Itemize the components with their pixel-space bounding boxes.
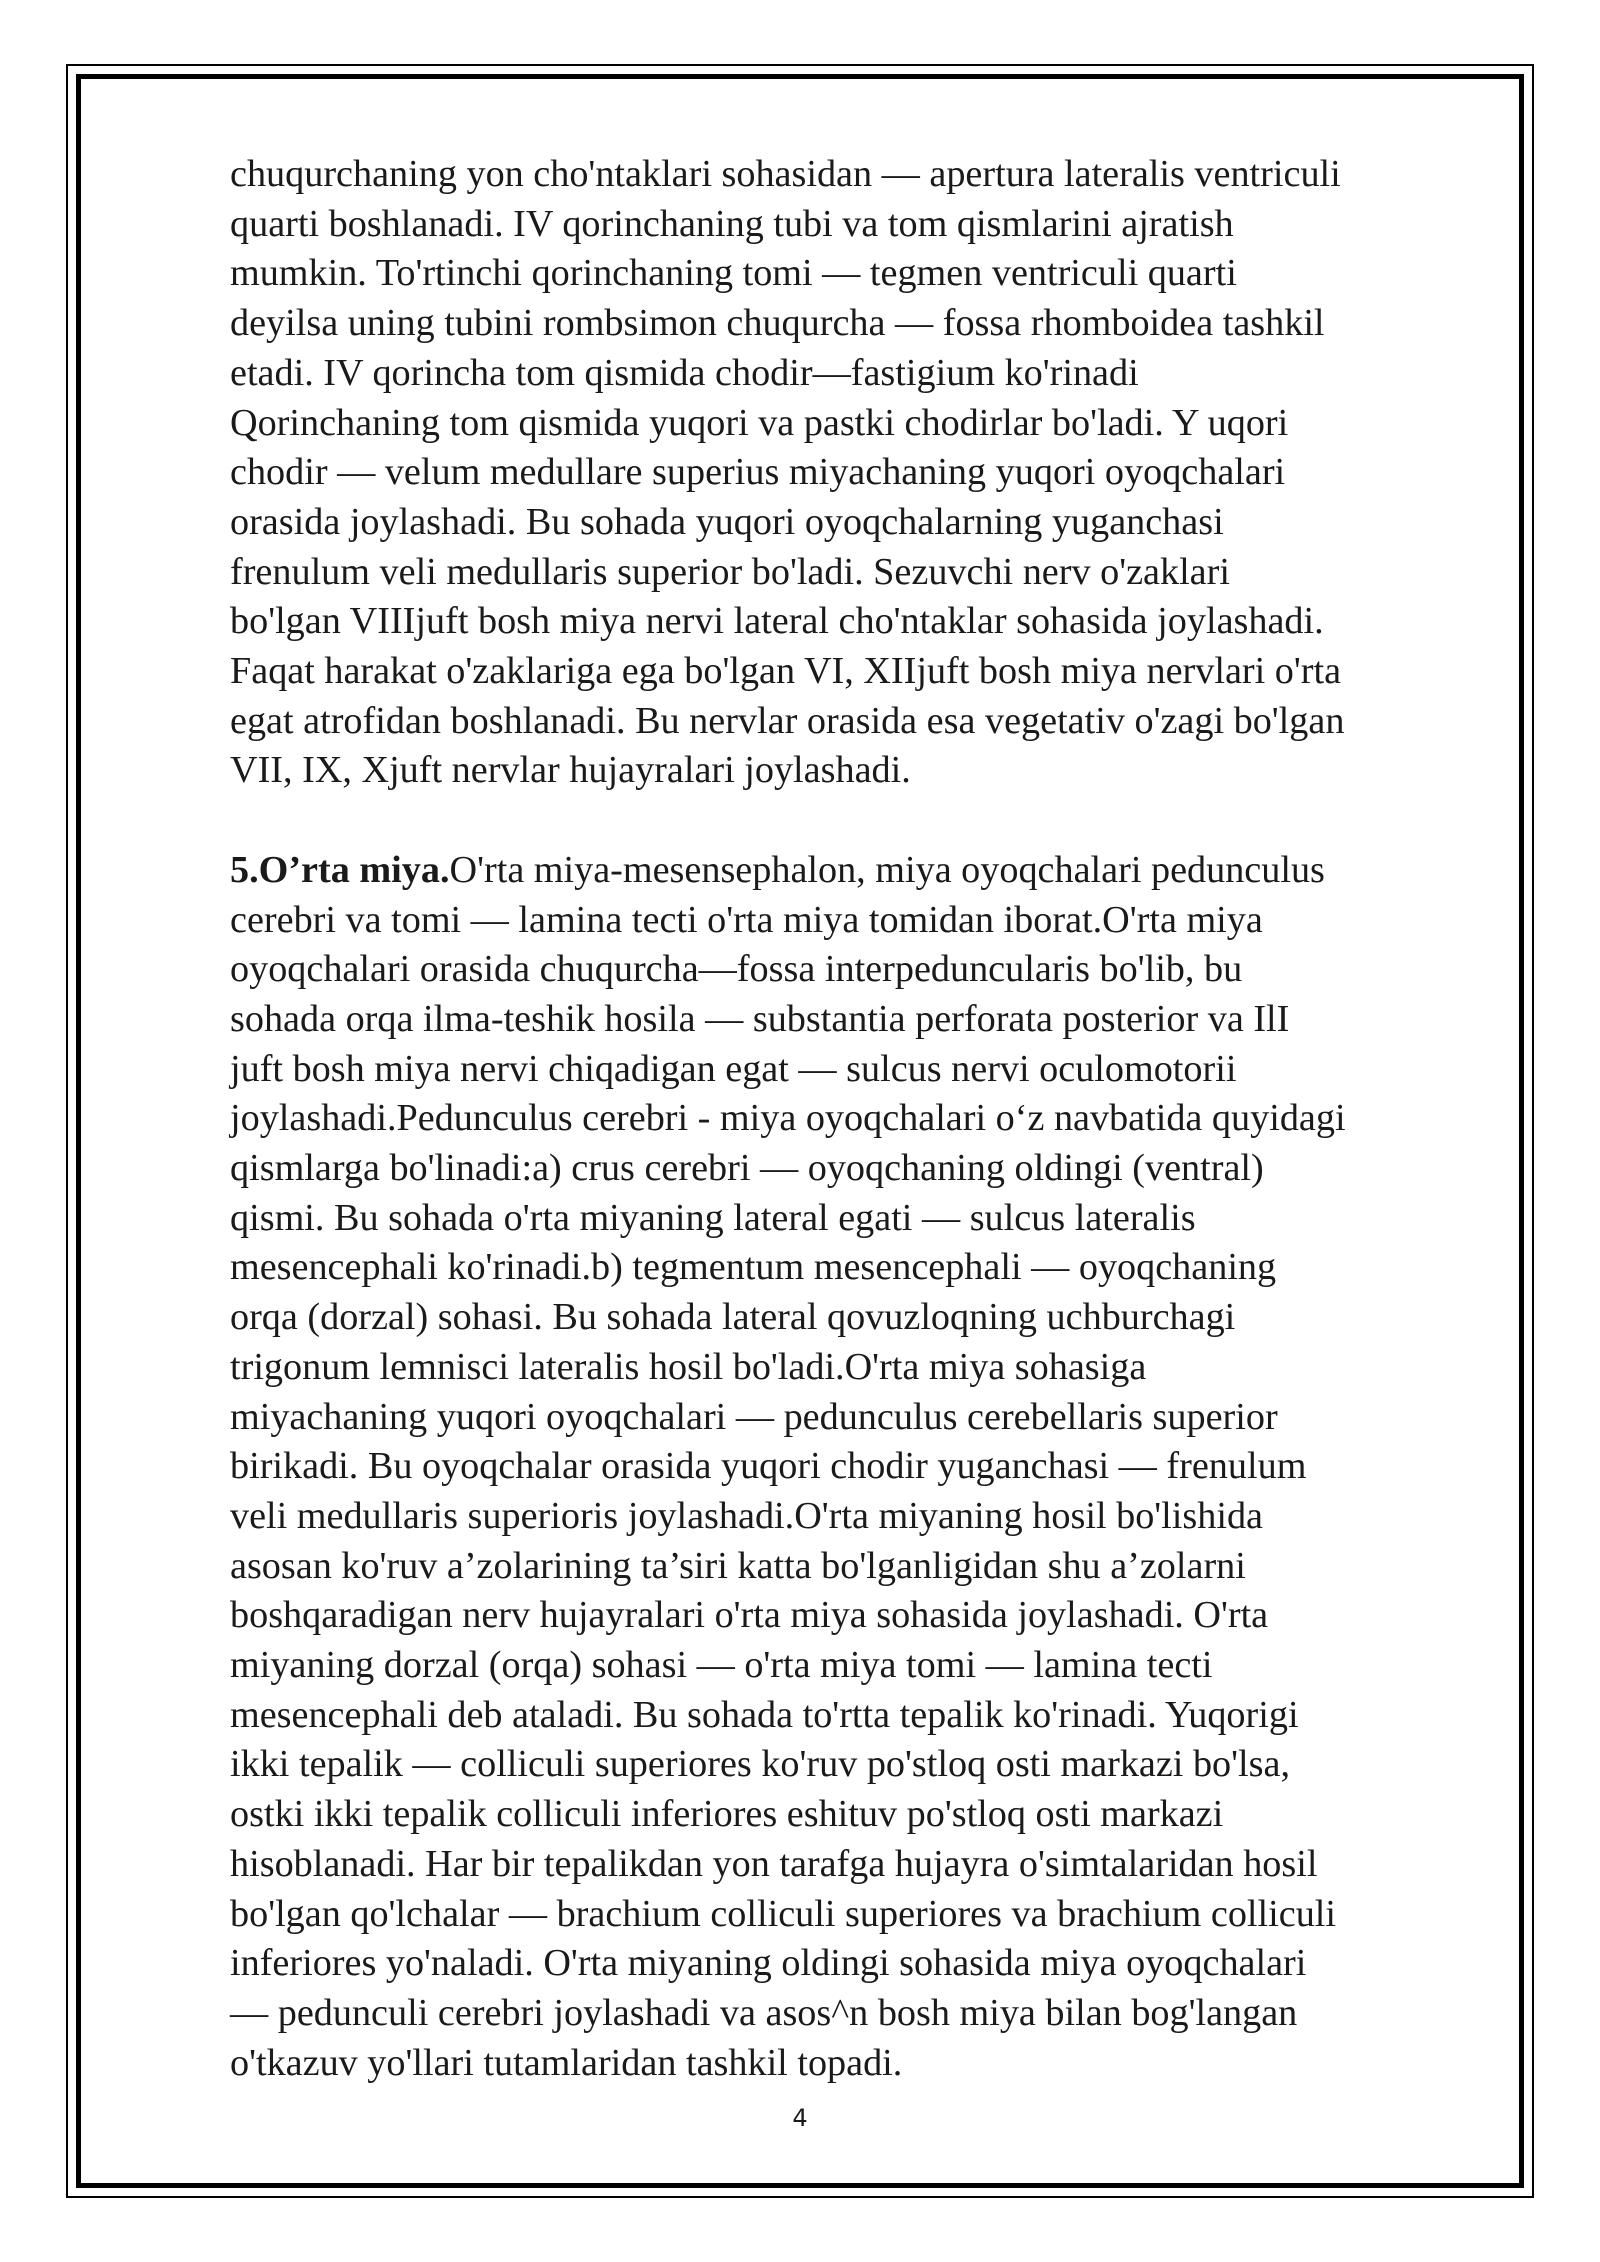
- text-line: ostki ikki tepalik colliculi inferiores eshituv po'stloq osti markazi: [230, 1793, 1224, 1836]
- text-line: etadi. IV qorincha tom qismida chodir—fastigium ko'rinadi: [230, 351, 1139, 394]
- text-line: ikki tepalik — colliculi superiores ko'ruv po'stloq osti markazi bo'lsa,: [230, 1743, 1291, 1786]
- text-line: bo'lgan qo'lchalar — brachium colliculi superiores va brachium colliculi: [230, 1892, 1337, 1935]
- text-line: juft bosh miya nervi chiqadigan egat — sulcus nervi oculomotorii: [230, 1047, 1237, 1090]
- text-line: — pedunculi cerebri joylashadi va asos^n bosh miya bilan bog'langan: [230, 1992, 1298, 2034]
- text-line: birikadi. Bu oyoqchalar orasida yuqori chodir yuganchasi — frenulum: [230, 1445, 1307, 1488]
- text-line: orqa (dorzal) sohasi. Bu sohada lateral qovuzloqning uchburchagi: [230, 1296, 1236, 1339]
- paragraph-continuation: [230, 150, 1510, 796]
- text-line: inferiores yo'naladi. O'rta miyaning oldingi sohasida miya oyoqchalari: [230, 1942, 1307, 1985]
- text-line: chuqurchaning yon cho'ntaklari sohasidan — apertura lateralis ventriculi: [230, 153, 1341, 195]
- text-line: miyachaning yuqori oyoqchalari — pedunculus cerebellaris superior: [230, 1395, 1278, 1438]
- text-line: chodir — velum medullare superius miyachaning yuqori oyoqchalari: [230, 451, 1286, 494]
- text-line: joylashadi.Pedunculus cerebri - miya oyoqchalari o‘z navbatida quyidagi: [230, 1097, 1346, 1140]
- paragraph-spacer: [230, 796, 1510, 846]
- text-line: hisoblanadi. Har bir tepalikdan yon tarafga hujayra o'simtalaridan hosil: [230, 1842, 1318, 1885]
- text-line: o'tkazuv yo'llari tutamlaridan tashkil topadi.: [230, 2041, 903, 2084]
- text-line: sohada orqa ilma-teshik hosila — substantia perforata posterior va IlI: [230, 997, 1290, 1040]
- text-line: quarti boshlanadi. IV qorinchaning tubi va tom qismlarini ajratish: [230, 202, 1234, 245]
- text-line: veli medullaris superioris joylashadi.O'rta miyaning hosil bo'lishida: [230, 1494, 1264, 1537]
- section-orta-miya: [230, 846, 1510, 2089]
- text-line: mesencephali ko'rinadi.b) tegmentum mesencephali — oyoqchaning: [230, 1246, 1277, 1289]
- text-line: cerebri va tomi — lamina tecti o'rta miya tomidan iborat.O'rta miya: [230, 898, 1263, 941]
- text-line: boshqaradigan nerv hujayralari o'rta miya sohasida joylashadi. O'rta: [230, 1594, 1269, 1637]
- text-line-rest: O'rta miya-mesensephalon, miya oyoqchalari pedunculus: [449, 848, 1325, 891]
- text-line: frenulum veli medullaris superior bo'ladi. Sezuvchi nerv o'zaklari: [230, 550, 1230, 593]
- text-line: orasida joylashadi. Bu sohada yuqori oyoqchalarning yuganchasi: [230, 500, 1224, 543]
- text-line: miyaning dorzal (orqa) sohasi — o'rta miya tomi — lamina tecti: [230, 1644, 1213, 1687]
- text-line: mesencephali deb ataladi. Bu sohada to'rtta tepalik ko'rinadi. Yuqorigi: [230, 1693, 1299, 1736]
- section-first-line: [230, 846, 1510, 896]
- text-line: mumkin. To'rtinchi qorinchaning tomi — tegmen ventriculi quarti: [230, 252, 1237, 295]
- text-line: VII, IX, Xjuft nervlar hujayralari joylashadi.: [230, 749, 911, 792]
- text-line: Qorinchaning tom qismida yuqori va pastki chodirlar bo'ladi. Y uqori: [230, 401, 1289, 444]
- text-line: qismi. Bu sohada o'rta miyaning lateral egati — sulcus lateralis: [230, 1196, 1196, 1239]
- text-line: bo'lgan VIIIjuft bosh miya nervi lateral cho'ntaklar sohasida joylashadi.: [230, 600, 1324, 643]
- page-number: 4: [792, 2104, 808, 2132]
- document-body: [230, 150, 1510, 2088]
- text-line: asosan ko'ruv a’zolarining ta’siri katta bo'lganligidan shu a’zolarni: [230, 1544, 1246, 1587]
- text-line: trigonum lemnisci lateralis hosil bo'ladi.O'rta miya sohasiga: [230, 1345, 1147, 1388]
- text-line: qismlarga bo'linadi:a) crus cerebri — oyoqchaning oldingi (ventral): [230, 1147, 1264, 1190]
- text-line: oyoqchalari orasida chuqurcha—fossa interpeduncularis bo'lib, bu: [230, 948, 1243, 991]
- section-heading: 5.O’rta miya.: [230, 848, 450, 891]
- text-line: Faqat harakat o'zaklariga ega bo'lgan VI, XIIjuft bosh miya nervlari o'rta: [230, 650, 1342, 693]
- text-line: egat atrofidan boshlanadi. Bu nervlar orasida esa vegetativ o'zagi bo'lgan: [230, 699, 1345, 742]
- text-line: deyilsa uning tubini rombsimon chuqurcha — fossa rhomboidea tashkil: [230, 302, 1325, 345]
